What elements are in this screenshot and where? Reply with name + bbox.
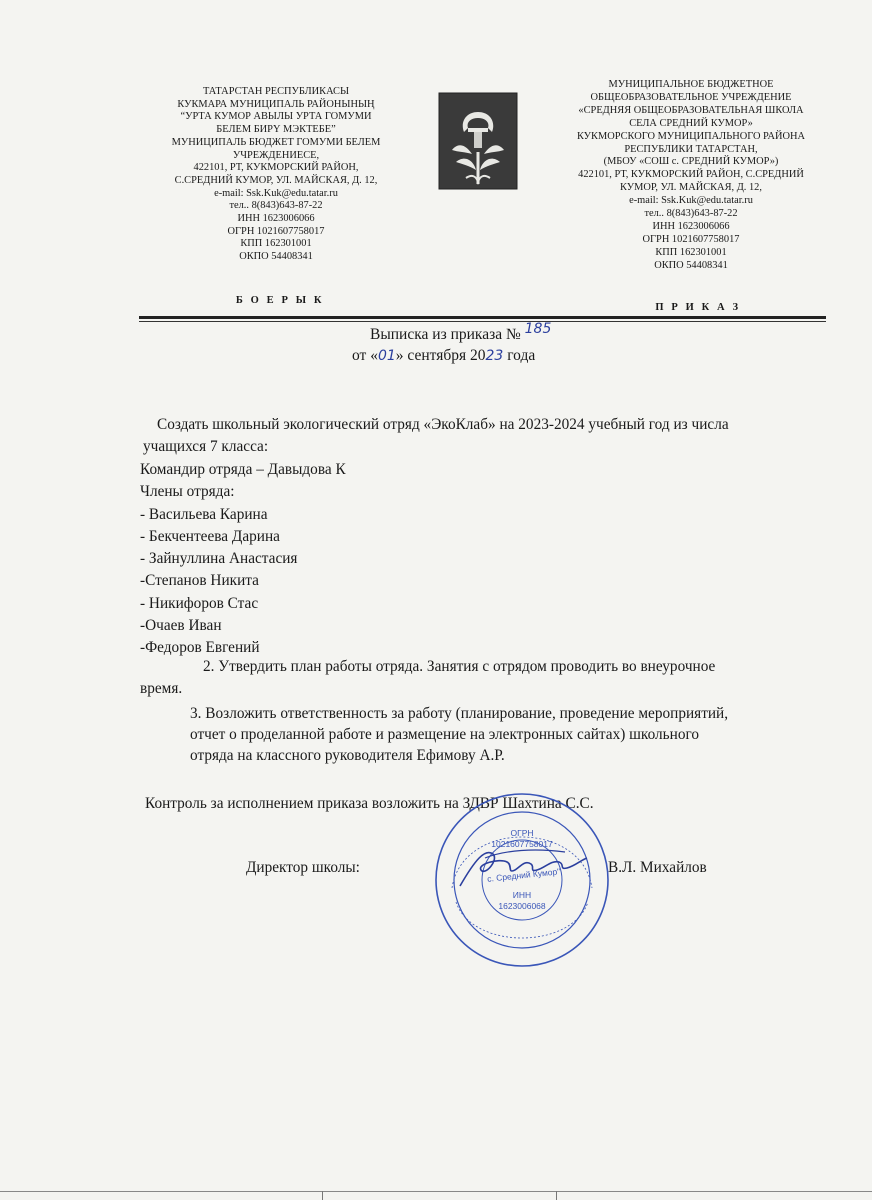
order-number: 185: [524, 321, 552, 337]
paragraph-1-line: учащихся 7 класса:: [143, 438, 269, 455]
paragraph-1-line: Создать школьный экологический отряд «ЭкоКлаб» на 2023-2024 учебный год из числа: [157, 416, 729, 433]
coat-of-arms-icon: [438, 92, 518, 190]
list-item: - Бекчентеева Дарина: [140, 527, 280, 545]
stamp-inn: 1623006068: [498, 901, 546, 911]
header-left-line: МУНИЦИПАЛЬ БЮДЖЕТ ГОМУМИ БЕЛЕМ: [171, 136, 381, 148]
doc-word-russian: П Р И К А З: [655, 302, 741, 313]
doc-word-tatar: Б О Е Р Ы К: [235, 295, 325, 306]
order-date-suffix: года: [503, 347, 536, 364]
order-day: 01: [377, 348, 396, 364]
order-date-month: » сентября 20: [395, 347, 486, 364]
header-left-line: БЕЛЕМ БИРҮ МЭКТЕБЕ”: [216, 124, 336, 136]
squad-list: [140, 459, 346, 660]
paragraph-3-line: отряда на классного руководителя Ефимову А.Р.: [190, 747, 505, 764]
stamp-school-name: с. Средний Кумор": [486, 866, 561, 884]
stamp-ogrn-label: ОГРН: [510, 828, 534, 838]
order-year-suffix: 23: [485, 348, 504, 364]
header-right-line: МУНИЦИПАЛЬНОЕ БЮДЖЕТНОЕ: [608, 79, 774, 90]
stamp-inn-label: ИНН: [512, 890, 532, 900]
header-left-line: КПП 162301001: [240, 238, 312, 250]
paragraph-2-line: время.: [140, 680, 183, 697]
header-right-line: 422101, РТ, КУКМОРСКИЙ РАЙОН, С.СРЕДНИЙ: [578, 169, 804, 181]
header-divider-thick: [139, 316, 826, 319]
header-left: [140, 86, 412, 264]
header-right-line: ОКПО 54408341: [654, 259, 728, 271]
header-divider-thin: [139, 321, 826, 322]
list-item: - Никифоров Стас: [140, 594, 259, 612]
scan-tick: [322, 1191, 323, 1200]
header-left-line: УЧРЕЖДЕНИЕСЕ,: [232, 149, 320, 161]
list-item: - Зайнуллина Анастасия: [140, 550, 298, 568]
control-line: Контроль за исполнением приказа возложить на ЗДВР Шахтина С.С.: [145, 795, 594, 812]
paragraph-2: [140, 656, 715, 700]
header-left-line: “УРТА КУМОР АВЫЛЫ УРТА ГОМУМИ: [180, 111, 372, 123]
commander-line: Командир отряда – Давыдова К: [140, 461, 346, 478]
header-left-line: тел.. 8(843)643-87-22: [229, 200, 323, 212]
header-right-line: «СРЕДНЯЯ ОБЩЕОБРАЗОВАТЕЛЬНАЯ ШКОЛА: [578, 104, 804, 116]
header-left-line: ТАТАРСТАН РЕСПУБЛИКАСЫ: [202, 86, 350, 97]
paragraph-2-line: 2. Утвердить план работы отряда. Занятия с отрядом проводить во внеурочное: [203, 658, 716, 675]
header-right-line: тел.. 8(843)643-87-22: [644, 208, 738, 220]
order-date: [352, 347, 535, 365]
list-item: -Степанов Никита: [140, 572, 259, 590]
header-right: [562, 79, 820, 273]
signature-role: Директор школы:: [246, 859, 360, 876]
header-right-line: ОБЩЕОБРАЗОВАТЕЛЬНОЕ УЧРЕЖДЕНИЕ: [590, 91, 792, 103]
header-left-line: e-mail: Ssk.Kuk@edu.tatar.ru: [214, 187, 338, 199]
header-left-line: ИНН 1623006066: [237, 213, 315, 225]
header-right-line: (МБОУ «СОШ с. СРЕДНИЙ КУМОР»): [603, 156, 779, 168]
order-date-prefix: от «: [352, 347, 378, 364]
list-item: -Федоров Евгений: [140, 639, 260, 657]
scan-bottom-edge: [0, 1191, 872, 1192]
header-right-line: ИНН 1623006066: [652, 220, 730, 232]
signature-name: В.Л. Михайлов: [608, 859, 707, 876]
header-right-line: ОГРН 1021607758017: [642, 233, 740, 245]
header-left-line: ОГРН 1021607758017: [227, 225, 325, 237]
header-right-line: КУМОР, УЛ. МАЙСКАЯ, Д. 12,: [620, 182, 762, 194]
paragraph-3-line: отчет о проделанной работе и размещение на электронных сайтах) школьного: [190, 726, 700, 743]
list-item: - Васильева Карина: [140, 505, 268, 523]
header-right-line: КУКМОРСКОГО МУНИЦИПАЛЬНОГО РАЙОНА: [576, 130, 806, 142]
scan-tick: [556, 1191, 557, 1200]
header-right-line: КПП 162301001: [655, 246, 727, 258]
header-left-line: ОКПО 54408341: [239, 251, 313, 263]
header-left-line: С.СРЕДНИЙ КУМОР, УЛ. МАЙСКАЯ, Д. 12,: [174, 174, 378, 186]
order-title: [370, 321, 552, 344]
header-right-line: e-mail: Ssk.Kuk@edu.tatar.ru: [629, 195, 753, 207]
stamp-ogrn: 1021607758017: [491, 839, 553, 849]
header-right-line: СЕЛА СРЕДНИЙ КУМОР»: [629, 117, 753, 129]
order-title-prefix: Выписка из приказа №: [370, 326, 521, 343]
members-title: Члены отряда:: [140, 483, 235, 501]
paragraph-3: [190, 703, 728, 766]
handwritten-signature: [455, 840, 590, 890]
list-item: -Очаев Иван: [140, 617, 222, 635]
header-left-line: КУКМАРА МУНИЦИПАЛЬ РАЙОНЫНЫҢ: [177, 98, 375, 110]
paragraph-1: [143, 414, 729, 458]
paragraph-3-line: 3. Возложить ответственность за работу (планирование, проведение мероприятий,: [190, 705, 729, 722]
header-left-line: 422101, РТ, КУКМОРСКИЙ РАЙОН,: [193, 162, 359, 174]
header-right-line: РЕСПУБЛИКИ ТАТАРСТАН,: [624, 143, 758, 155]
